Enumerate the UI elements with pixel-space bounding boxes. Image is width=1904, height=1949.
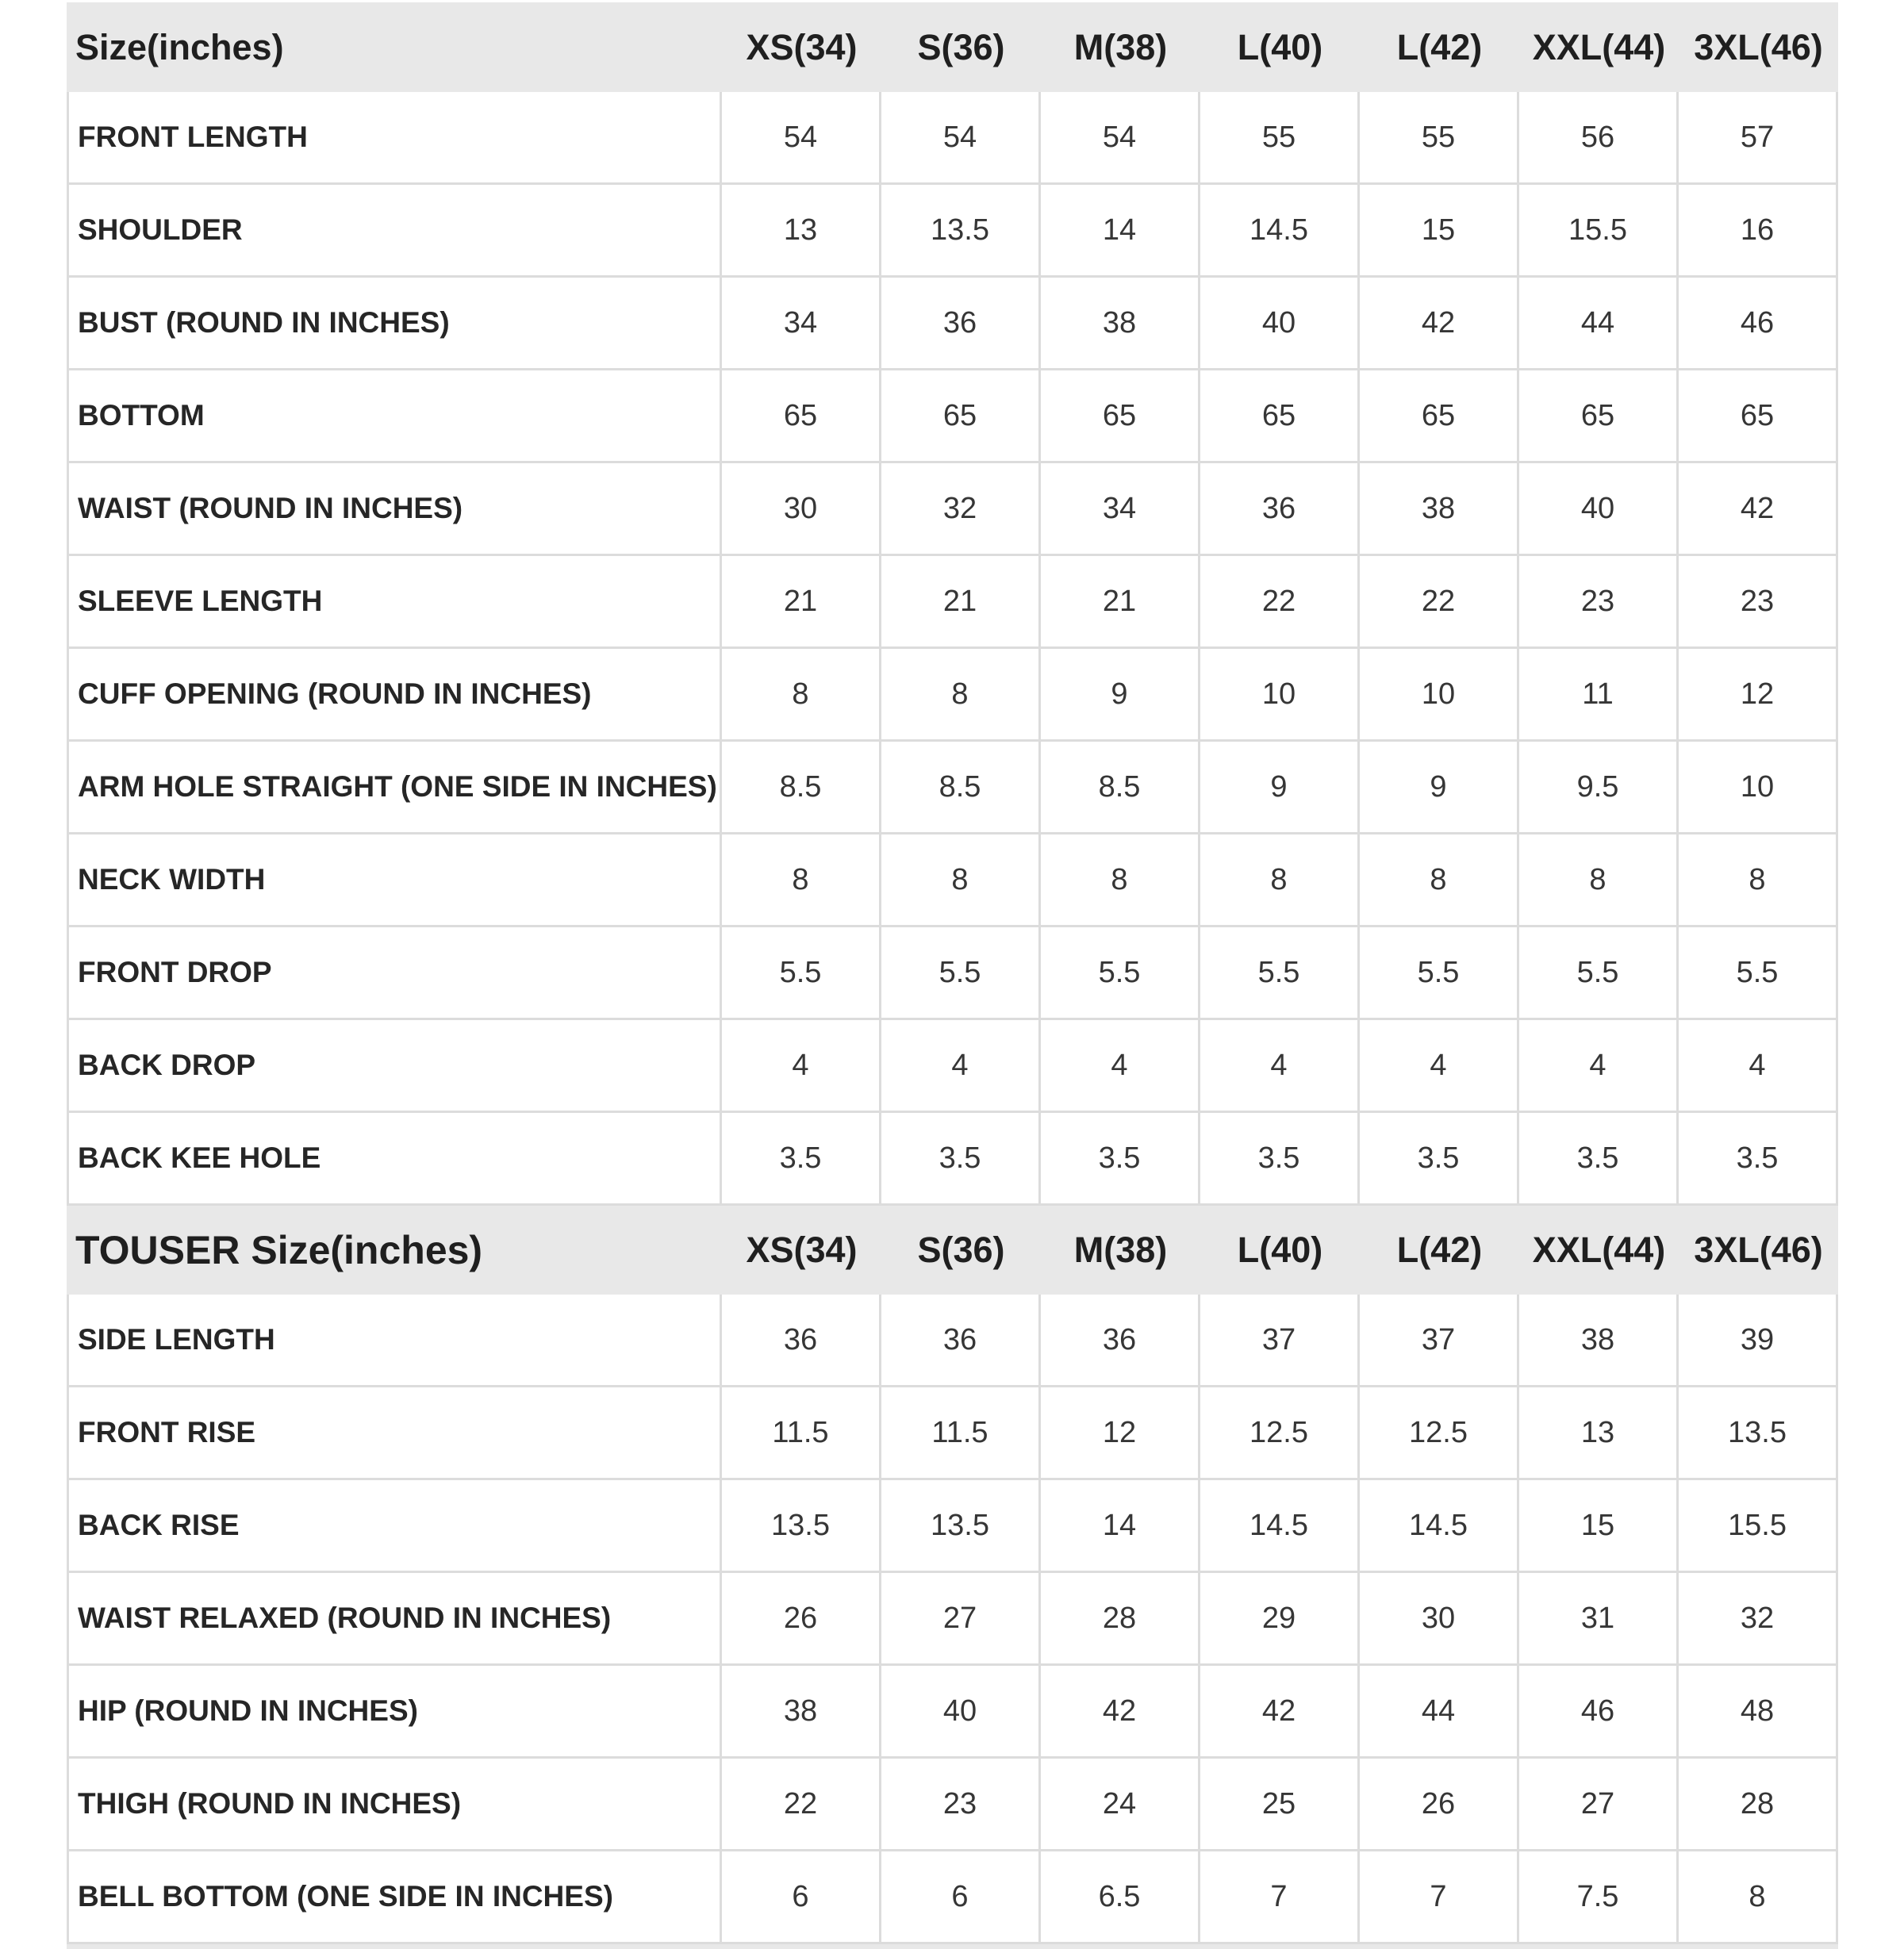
- value-cell: 21: [881, 556, 1041, 646]
- value-cell: 21: [722, 556, 881, 646]
- value-cell: 14: [1041, 1480, 1200, 1571]
- row-label-cell: SIDE LENGTH: [67, 1295, 722, 1385]
- value-cell: 3.5: [722, 1113, 881, 1203]
- value-cell: 46: [1519, 1666, 1679, 1756]
- value-cell: 54: [722, 92, 881, 182]
- value-cell: 28: [1679, 1759, 1838, 1849]
- value-cell: 57: [1679, 92, 1838, 182]
- value-cell: 13.5: [881, 1480, 1041, 1571]
- column-header-cell: XXL(44): [1532, 26, 1666, 67]
- value-cell: 38: [1519, 1295, 1679, 1385]
- table-row: [67, 1113, 1838, 1206]
- value-cell: 9.5: [1519, 742, 1679, 832]
- value-cell: 38: [1041, 278, 1200, 368]
- table-row: [67, 1295, 1838, 1387]
- value-cell: 26: [722, 1573, 881, 1663]
- value-cell: 8.5: [881, 742, 1041, 832]
- table-row: [67, 92, 1838, 185]
- section-header-row: [67, 2, 1838, 92]
- table-row: [67, 1666, 1838, 1759]
- value-cell: 22: [722, 1759, 881, 1849]
- row-label-cell: FRONT LENGTH: [67, 92, 722, 182]
- value-cell: 8: [1360, 834, 1519, 925]
- row-label-cell: CUFF OPENING (ROUND IN INCHES): [67, 649, 722, 739]
- value-cell: 55: [1200, 92, 1360, 182]
- value-cell: 14.5: [1360, 1480, 1519, 1571]
- value-cell: 34: [1041, 463, 1200, 554]
- value-cell: 3.5: [1360, 1113, 1519, 1203]
- row-label-cell: NECK WIDTH: [67, 834, 722, 925]
- value-cell: 56: [1519, 92, 1679, 182]
- value-cell: 4: [722, 1020, 881, 1111]
- value-cell: 46: [1679, 278, 1838, 368]
- value-cell: 23: [1519, 556, 1679, 646]
- value-cell: 10: [1679, 742, 1838, 832]
- table-row: [67, 742, 1838, 834]
- value-cell: 8: [1041, 834, 1200, 925]
- value-cell: 30: [722, 463, 881, 554]
- column-header-cell: L(40): [1237, 1230, 1323, 1270]
- value-cell: 11.5: [722, 1387, 881, 1478]
- next-section-header-strip: [67, 1944, 1838, 1949]
- row-label-cell: HIP (ROUND IN INCHES): [67, 1666, 722, 1756]
- value-cell: 4: [1519, 1020, 1679, 1111]
- value-cell: 65: [1519, 370, 1679, 461]
- value-cell: 9: [1041, 649, 1200, 739]
- value-cell: 38: [722, 1666, 881, 1756]
- row-label-cell: WAIST (ROUND IN INCHES): [67, 463, 722, 554]
- value-cell: 12: [1679, 649, 1838, 739]
- value-cell: 36: [1041, 1295, 1200, 1385]
- table-row: [67, 185, 1838, 278]
- column-header-cell: M(38): [1073, 26, 1168, 67]
- value-cell: 13.5: [722, 1480, 881, 1571]
- value-cell: 8: [1200, 834, 1360, 925]
- table-row: [67, 1851, 1838, 1944]
- value-cell: 5.5: [1041, 927, 1200, 1018]
- value-cell: 3.5: [881, 1113, 1041, 1203]
- value-cell: 6.5: [1041, 1851, 1200, 1942]
- table-row: [67, 1573, 1838, 1666]
- value-cell: 8: [881, 834, 1041, 925]
- value-cell: 28: [1041, 1573, 1200, 1663]
- value-cell: 31: [1519, 1573, 1679, 1663]
- value-cell: 38: [1360, 463, 1519, 554]
- value-cell: 36: [881, 1295, 1041, 1385]
- row-label-cell: BUST (ROUND IN INCHES): [67, 278, 722, 368]
- value-cell: 8.5: [722, 742, 881, 832]
- value-cell: 5.5: [1200, 927, 1360, 1018]
- value-cell: 37: [1200, 1295, 1360, 1385]
- value-cell: 5.5: [881, 927, 1041, 1018]
- value-cell: 14.5: [1200, 1480, 1360, 1571]
- value-cell: 42: [1041, 1666, 1200, 1756]
- row-label-cell: BACK RISE: [67, 1480, 722, 1571]
- value-cell: 24: [1041, 1759, 1200, 1849]
- value-cell: 65: [722, 370, 881, 461]
- row-label-cell: THIGH (ROUND IN INCHES): [67, 1759, 722, 1849]
- value-cell: 37: [1360, 1295, 1519, 1385]
- value-cell: 42: [1679, 463, 1838, 554]
- value-cell: 21: [1041, 556, 1200, 646]
- value-cell: 3.5: [1519, 1113, 1679, 1203]
- value-cell: 16: [1679, 185, 1838, 275]
- value-cell: 13: [722, 185, 881, 275]
- column-header-cell: XXL(44): [1532, 1230, 1666, 1270]
- value-cell: 54: [1041, 92, 1200, 182]
- row-label-cell: BELL BOTTOM (ONE SIDE IN INCHES): [67, 1851, 722, 1942]
- value-cell: 5.5: [1519, 927, 1679, 1018]
- value-cell: 36: [881, 278, 1041, 368]
- value-cell: 27: [881, 1573, 1041, 1663]
- value-cell: 13: [1519, 1387, 1679, 1478]
- row-label-cell: ARM HOLE STRAIGHT (ONE SIDE IN INCHES): [67, 742, 722, 832]
- row-label-cell: WAIST RELAXED (ROUND IN INCHES): [67, 1573, 722, 1663]
- table-row: [67, 556, 1838, 649]
- table-row: [67, 649, 1838, 742]
- value-cell: 12.5: [1200, 1387, 1360, 1478]
- value-cell: 36: [1200, 463, 1360, 554]
- value-cell: 65: [881, 370, 1041, 461]
- row-label-cell: FRONT DROP: [67, 927, 722, 1018]
- value-cell: 39: [1679, 1295, 1838, 1385]
- value-cell: 23: [1679, 556, 1838, 646]
- value-cell: 32: [1679, 1573, 1838, 1663]
- value-cell: 7: [1200, 1851, 1360, 1942]
- value-cell: 26: [1360, 1759, 1519, 1849]
- value-cell: 32: [881, 463, 1041, 554]
- value-cell: 25: [1200, 1759, 1360, 1849]
- value-cell: 22: [1200, 556, 1360, 646]
- value-cell: 54: [881, 92, 1041, 182]
- table-row: [67, 1020, 1838, 1113]
- column-header-cell: L(40): [1237, 26, 1323, 67]
- column-header-cell: XS(34): [746, 1230, 858, 1270]
- value-cell: 40: [881, 1666, 1041, 1756]
- value-cell: 8: [1679, 1851, 1838, 1942]
- value-cell: 29: [1200, 1573, 1360, 1663]
- value-cell: 9: [1360, 742, 1519, 832]
- column-header-cell: 3XL(46): [1694, 1230, 1823, 1270]
- value-cell: 7: [1360, 1851, 1519, 1942]
- row-label-cell: SHOULDER: [67, 185, 722, 275]
- column-header-cell: S(36): [917, 26, 1005, 67]
- value-cell: 8: [722, 649, 881, 739]
- column-header-cell: L(42): [1396, 1230, 1483, 1270]
- value-cell: 15.5: [1519, 185, 1679, 275]
- value-cell: 14.5: [1200, 185, 1360, 275]
- table-row: [67, 463, 1838, 556]
- section-title-cell: TOUSER Size(inches): [75, 1228, 483, 1272]
- value-cell: 3.5: [1679, 1113, 1838, 1203]
- value-cell: 8: [1519, 834, 1679, 925]
- value-cell: 65: [1679, 370, 1838, 461]
- table-row: [67, 370, 1838, 463]
- column-header-cell: S(36): [917, 1230, 1005, 1270]
- value-cell: 5.5: [1679, 927, 1838, 1018]
- value-cell: 12.5: [1360, 1387, 1519, 1478]
- row-label-cell: BOTTOM: [67, 370, 722, 461]
- value-cell: 7.5: [1519, 1851, 1679, 1942]
- value-cell: 5.5: [1360, 927, 1519, 1018]
- value-cell: 3.5: [1041, 1113, 1200, 1203]
- value-cell: 30: [1360, 1573, 1519, 1663]
- value-cell: 42: [1200, 1666, 1360, 1756]
- row-label-cell: BACK KEE HOLE: [67, 1113, 722, 1203]
- value-cell: 65: [1041, 370, 1200, 461]
- table-row: [67, 1480, 1838, 1573]
- column-header-cell: M(38): [1073, 1230, 1168, 1270]
- value-cell: 4: [1041, 1020, 1200, 1111]
- value-cell: 5.5: [722, 927, 881, 1018]
- value-cell: 10: [1360, 649, 1519, 739]
- value-cell: 44: [1519, 278, 1679, 368]
- row-label-cell: FRONT RISE: [67, 1387, 722, 1478]
- value-cell: 8: [722, 834, 881, 925]
- value-cell: 15: [1519, 1480, 1679, 1571]
- value-cell: 27: [1519, 1759, 1679, 1849]
- value-cell: 14: [1041, 185, 1200, 275]
- table-row: [67, 278, 1838, 370]
- value-cell: 4: [1200, 1020, 1360, 1111]
- value-cell: 12: [1041, 1387, 1200, 1478]
- section-title-cell: Size(inches): [75, 26, 284, 67]
- value-cell: 8.5: [1041, 742, 1200, 832]
- value-cell: 13.5: [1679, 1387, 1838, 1478]
- column-header-cell: 3XL(46): [1694, 26, 1823, 67]
- row-label-cell: SLEEVE LENGTH: [67, 556, 722, 646]
- value-cell: 65: [1200, 370, 1360, 461]
- value-cell: 13.5: [881, 185, 1041, 275]
- column-header-cell: L(42): [1396, 26, 1483, 67]
- value-cell: 48: [1679, 1666, 1838, 1756]
- value-cell: 11.5: [881, 1387, 1041, 1478]
- value-cell: 36: [722, 1295, 881, 1385]
- column-header-cell: XS(34): [746, 26, 858, 67]
- value-cell: 65: [1360, 370, 1519, 461]
- value-cell: 4: [881, 1020, 1041, 1111]
- table-row: [67, 1759, 1838, 1851]
- table-row: [67, 1387, 1838, 1480]
- value-cell: 4: [1360, 1020, 1519, 1111]
- value-cell: 10: [1200, 649, 1360, 739]
- value-cell: 8: [1679, 834, 1838, 925]
- size-chart-table: [67, 2, 1838, 1949]
- value-cell: 15.5: [1679, 1480, 1838, 1571]
- table-row: [67, 927, 1838, 1020]
- value-cell: 42: [1360, 278, 1519, 368]
- value-cell: 11: [1519, 649, 1679, 739]
- value-cell: 8: [881, 649, 1041, 739]
- table-row: [67, 834, 1838, 927]
- value-cell: 22: [1360, 556, 1519, 646]
- value-cell: 3.5: [1200, 1113, 1360, 1203]
- value-cell: 15: [1360, 185, 1519, 275]
- value-cell: 55: [1360, 92, 1519, 182]
- value-cell: 9: [1200, 742, 1360, 832]
- value-cell: 4: [1679, 1020, 1838, 1111]
- value-cell: 40: [1519, 463, 1679, 554]
- row-label-cell: BACK DROP: [67, 1020, 722, 1111]
- value-cell: 6: [881, 1851, 1041, 1942]
- section-header-row: [67, 1206, 1838, 1295]
- value-cell: 44: [1360, 1666, 1519, 1756]
- value-cell: 6: [722, 1851, 881, 1942]
- value-cell: 40: [1200, 278, 1360, 368]
- value-cell: 34: [722, 278, 881, 368]
- value-cell: 23: [881, 1759, 1041, 1849]
